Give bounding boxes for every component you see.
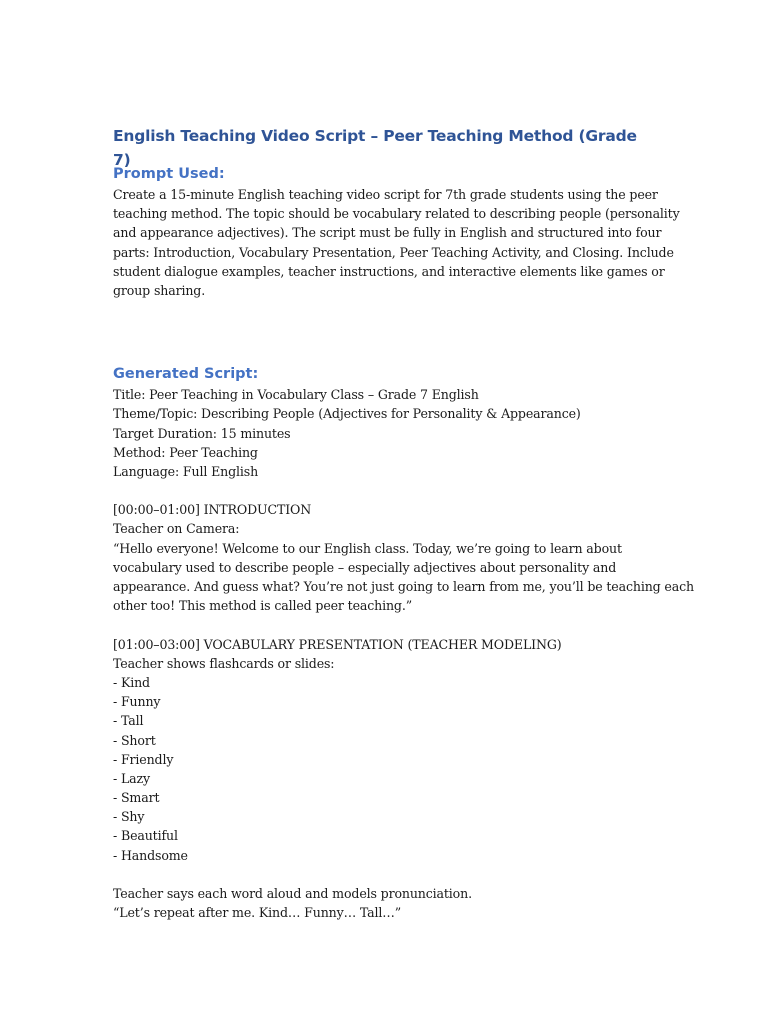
- spacer: [113, 481, 658, 500]
- script-meta: [113, 385, 658, 481]
- prompt-line: student dialogue examples, teacher instructions, and interactive elements like games or: [113, 263, 665, 279]
- vocab-item: - Smart: [113, 790, 160, 806]
- vocab-list: [113, 673, 658, 865]
- spacer: [113, 615, 658, 634]
- vocab-item: - Lazy: [113, 770, 150, 786]
- vocab-repeat: “Let’s repeat after me. Kind… Funny… Tall…”: [113, 905, 402, 921]
- meta-theme: Theme/Topic: Describing People (Adjectives for Personality & Appearance): [113, 406, 581, 422]
- intro-line: other too! This method is called peer teaching.”: [113, 598, 412, 614]
- intro-heading: [00:00–01:00] INTRODUCTION: [113, 502, 312, 518]
- intro-line: vocabulary used to describe people – especially adjectives about personality and: [113, 559, 617, 575]
- intro-section: [113, 500, 694, 615]
- intro-line: “Hello everyone! Welcome to our English class. Today, we’re going to learn about: [113, 540, 622, 556]
- meta-language: Language: Full English: [113, 463, 259, 479]
- vocab-section: [113, 635, 658, 923]
- vocab-item: - Short: [113, 732, 156, 748]
- prompt-heading: Prompt Used:: [113, 166, 225, 182]
- vocab-intro: Teacher shows flashcards or slides:: [113, 655, 335, 671]
- vocab-item: - Funny: [113, 694, 161, 710]
- prompt-line: teaching method. The topic should be vocabulary related to describing people (personality: [113, 206, 680, 222]
- intro-speaker: Teacher on Camera:: [113, 521, 240, 537]
- meta-duration: Target Duration: 15 minutes: [113, 425, 291, 441]
- vocab-item: - Friendly: [113, 751, 174, 767]
- intro-line: appearance. And guess what? You’re not just going to learn from me, you’ll be teaching each: [113, 579, 694, 594]
- vocab-item: - Handsome: [113, 847, 188, 863]
- meta-title: Title: Peer Teaching in Vocabulary Class – Grade 7 English: [113, 387, 479, 403]
- spacer: [113, 865, 658, 884]
- meta-method: Method: Peer Teaching: [113, 444, 258, 460]
- prompt-line: group sharing.: [113, 282, 206, 298]
- prompt-line: parts: Introduction, Vocabulary Presentation, Peer Teaching Activity, and Closing. Include: [113, 244, 674, 260]
- prompt-line: Create a 15-minute English teaching video script for 7th grade students using the peer: [113, 187, 658, 202]
- generated-script-heading: Generated Script:: [113, 366, 259, 383]
- vocab-heading: [01:00–03:00] VOCABULARY PRESENTATION (TEACHER MODELING): [113, 636, 562, 652]
- vocab-item: - Shy: [113, 809, 145, 825]
- vocab-after: Teacher says each word aloud and models pronunciation.: [113, 886, 472, 901]
- vocab-item: - Tall: [113, 713, 144, 729]
- vocab-item: - Kind: [113, 674, 150, 690]
- prompt-line: and appearance adjectives). The script must be fully in English and structured into four: [113, 225, 662, 241]
- prompt-paragraph: [113, 185, 680, 300]
- document-title: English Teaching Video Script – Peer Teaching Method (Grade 7): [113, 127, 637, 169]
- document-page: [113, 124, 694, 922]
- vocab-item: - Beautiful: [113, 828, 178, 844]
